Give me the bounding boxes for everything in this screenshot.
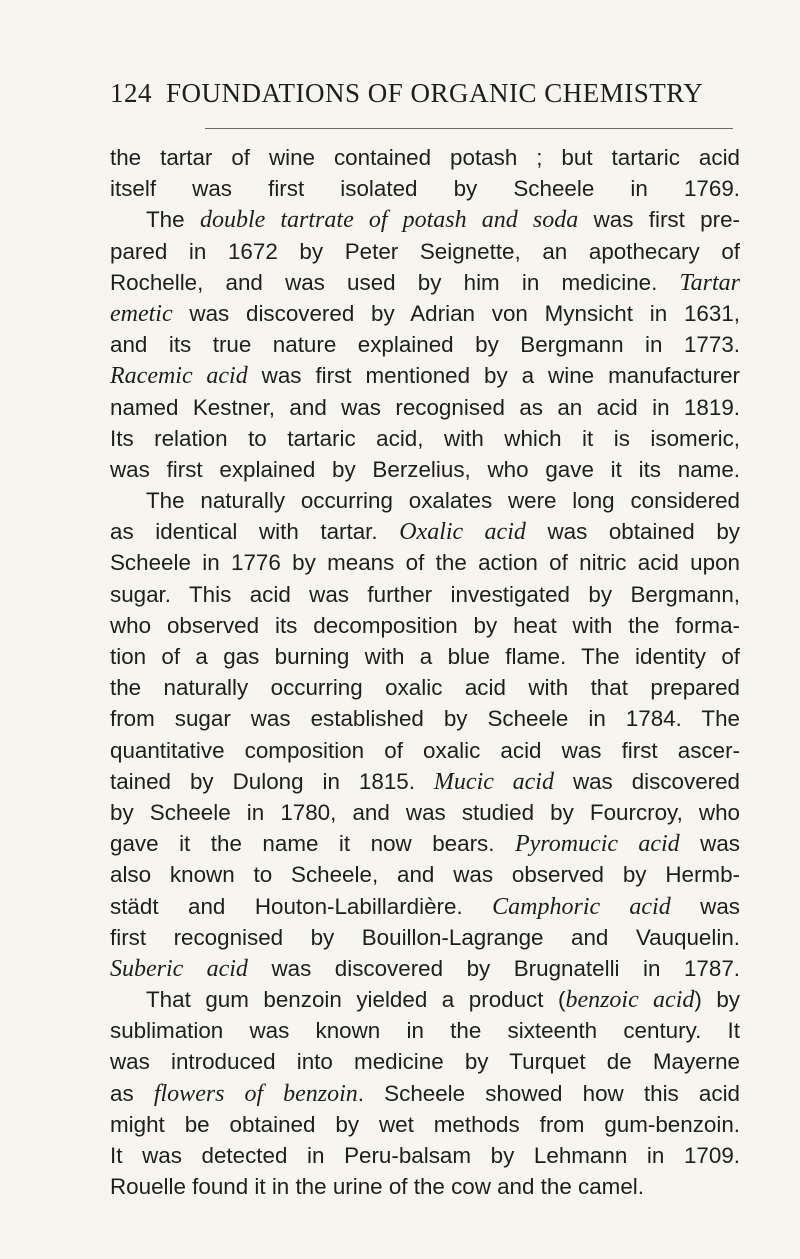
text-line: and its true nature explained by Bergmann in 1773.	[110, 332, 740, 358]
italic-term: Camphoric acid	[492, 893, 671, 920]
text-line: Scheele in 1776 by means of the action of nitric acid upon	[110, 550, 740, 576]
text-line	[110, 360, 740, 391]
text-line: itself was first isolated by Scheele in 1769.	[110, 176, 740, 202]
text-line: sublimation was known in the sixteenth century. It	[110, 1018, 740, 1044]
text-line: Rouelle found it in the urine of the cow and the camel.	[110, 1174, 644, 1200]
text-line: also known to Scheele, and was observed by Hermb-	[110, 862, 740, 888]
line-text: That gum benzoin yielded a product (	[146, 987, 566, 1013]
line-text: städt and Houton-Labillardière.	[110, 893, 493, 919]
text-line	[110, 298, 740, 329]
italic-term: flowers of benzoin	[153, 1080, 358, 1107]
line-text: was	[679, 831, 741, 857]
line-text: ) by	[694, 987, 740, 1013]
line-text: The	[146, 207, 200, 233]
line-text: was discovered by Adrian von Mynsicht in 1631,	[172, 300, 740, 326]
running-header	[110, 78, 703, 109]
text-line: was introduced into medicine by Turquet de Mayerne	[110, 1049, 740, 1075]
italic-term: Suberic acid	[110, 955, 248, 982]
text-line: might be obtained by wet methods from gum-benzoin.	[110, 1111, 740, 1137]
header-rule	[205, 128, 733, 129]
text-line: who observed its decomposition by heat with the forma-	[110, 612, 740, 638]
text-line	[110, 267, 740, 298]
text-line: was first explained by Berzelius, who gave it its name.	[110, 456, 740, 482]
text-line: It was detected in Peru-balsam by Lehmann in 1709.	[110, 1143, 740, 1168]
text-line: tion of a gas burning with a blue flame. The identity of	[110, 644, 740, 669]
line-text: was discovered by Brugnatelli in 1787.	[247, 955, 741, 981]
text-line: pared in 1672 by Peter Seignette, an apothecary of	[110, 238, 740, 264]
text-line: first recognised by Bouillon-Lagrange and Vauquelin.	[110, 924, 740, 950]
text-line	[110, 1078, 740, 1109]
text-line	[110, 204, 740, 235]
text-line: the naturally occurring oxalic acid with that prepared	[110, 675, 740, 701]
line-text: Rochelle, and was used by him in medicine.	[110, 269, 680, 295]
line-text: . Scheele showed how this acid	[357, 1080, 740, 1106]
line-text: was	[670, 893, 740, 919]
text-line: named Kestner, and was recognised as an acid in 1819.	[110, 394, 740, 420]
italic-term: Racemic acid	[110, 363, 248, 390]
running-title: FOUNDATIONS OF ORGANIC CHEMISTRY	[166, 78, 704, 108]
text-line	[110, 828, 740, 859]
line-text: was obtained by	[525, 519, 740, 545]
line-text: was discovered	[553, 768, 741, 794]
italic-term: Pyromucic acid	[514, 831, 680, 858]
page-number: 124	[110, 78, 152, 108]
text-line	[110, 953, 740, 984]
text-line: sugar. This acid was further investigated by Bergmann,	[110, 581, 740, 607]
text-line: The naturally occurring oxalates were long considered	[146, 488, 740, 514]
text-line	[110, 516, 740, 547]
line-text: as	[110, 1080, 154, 1106]
italic-term: Mucic acid	[433, 768, 554, 795]
line-text: as identical with tartar.	[110, 519, 400, 545]
italic-term: Oxalic acid	[399, 519, 526, 546]
italic-term: Tartar	[679, 269, 740, 296]
text-line: by Scheele in 1780, and was studied by Fourcroy, who	[110, 799, 740, 825]
text-line	[110, 766, 740, 797]
line-text: was first mentioned by a wine manufacturer	[247, 363, 740, 389]
text-line	[110, 984, 740, 1015]
italic-term: double tartrate of potash and soda	[199, 207, 579, 234]
line-text: gave it the name it now bears.	[110, 831, 515, 857]
text-line: from sugar was established by Scheele in 1784. The	[110, 706, 740, 732]
body-text	[110, 142, 740, 1202]
text-line	[110, 891, 740, 922]
text-line: Its relation to tartaric acid, with which it is isomeric,	[110, 425, 740, 451]
italic-term: emetic	[110, 300, 173, 327]
line-text: tained by Dulong in 1815.	[110, 768, 434, 794]
text-line: quantitative composition of oxalic acid was first ascer-	[110, 737, 740, 763]
italic-term: benzoic acid	[565, 987, 695, 1014]
line-text: was first pre-	[578, 207, 740, 233]
text-line: the tartar of wine contained potash ; but tartaric acid	[110, 145, 740, 170]
